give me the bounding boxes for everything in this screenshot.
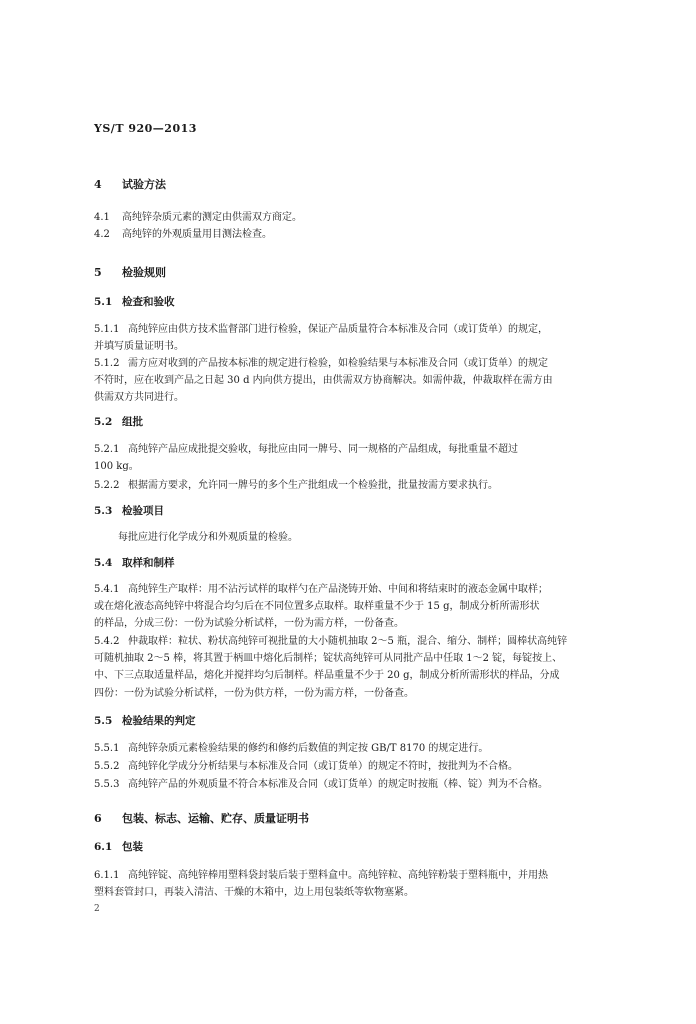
clause-5-1-1-line-2: 并填写质量证明书。 [94, 341, 184, 352]
subsection-number: 5.1 [94, 296, 113, 308]
clause-text: 高纯锌化学成分分析结果与本标准及合同（或订货单）的规定不符时，按批判为不合格。 [128, 761, 518, 772]
clause-text: 高纯锌杂质元素的测定由供需双方商定。 [122, 212, 302, 223]
clause-5-5-3 [94, 775, 548, 790]
section-title: 试验方法 [122, 178, 166, 191]
clause-5-2-1-line-1 [94, 440, 518, 455]
subsection-number: 5.4 [94, 557, 113, 569]
clause-number: 5.1.1 [94, 324, 120, 335]
clause-text: 根据需方要求，允许同一牌号的多个生产批组成一个检验批，批量按需方要求执行。 [128, 480, 498, 491]
clause-6-1-1-line-1 [94, 866, 548, 881]
clause-number: 5.4.2 [94, 636, 120, 647]
clause-number: 5.5.3 [94, 779, 120, 790]
clause-number: 4.1 [94, 212, 110, 223]
section-title: 检验规则 [122, 266, 166, 279]
subsection-number: 6.1 [94, 841, 113, 853]
clause-4-2 [94, 225, 272, 240]
clause-6-1-1-line-2: 塑料套管封口，再装入清洁、干燥的木箱中，边上用包装纸等软物塞紧。 [94, 887, 414, 898]
section-number: 5 [94, 266, 102, 279]
clause-number: 6.1.1 [94, 870, 120, 881]
subsection-title: 检验结果的判定 [122, 715, 196, 727]
clause-number: 4.2 [94, 229, 110, 240]
section-5-heading [94, 264, 166, 280]
subsection-title: 组批 [122, 416, 143, 428]
clause-number: 5.5.2 [94, 761, 120, 772]
section-6-heading [94, 810, 309, 826]
clause-5-4-2-line-1 [94, 632, 567, 647]
clause-text: 高纯锌锭、高纯锌棒用塑料袋封装后装于塑料盒中。高纯锌粒、高纯锌粉装于塑料瓶中，并用热 [128, 870, 548, 881]
clause-text: 高纯锌的外观质量用目测法检查。 [122, 229, 272, 240]
subsection-6-1-heading [94, 839, 143, 854]
clause-text: 仲裁取样：粒状、粉状高纯锌可视批量的大小随机抽取 2～5 瓶，混合、缩分、制样；圆棒状高纯锌 [128, 636, 568, 647]
clause-5-2-2 [94, 476, 498, 491]
clause-5-4-1-line-3: 的样品，分成三份：一份为试验分析试样，一份为需方样，一份备查。 [94, 618, 404, 629]
clause-5-4-2-line-2: 可随机抽取 2～5 棒，将其置于柄皿中熔化后制样；锭状高纯锌可从同批产品中任取 1～2 锭，每锭按上、 [94, 653, 563, 664]
subsection-title: 检验项目 [122, 505, 164, 517]
clause-5-4-1-line-1 [94, 580, 548, 595]
subsection-number: 5.5 [94, 715, 113, 727]
clause-5-4-2-line-4: 四份：一份为试验分析试样，一份为供方样，一份为需方样，一份备查。 [94, 688, 414, 699]
clause-5-4-1-line-2: 或在熔化液态高纯锌中将混合均匀后在不同位置多点取样。取样重量不少于 15 g，制成分析所需形状 [94, 601, 540, 612]
clause-5-1-1-line-1 [94, 320, 548, 335]
clause-5-1-2-line-2: 不符时，应在收到产品之日起 30 d 内向供方提出，由供需双方协商解决。如需仲裁，仲裁取样在需方由 [94, 375, 553, 386]
clause-4-1 [94, 208, 302, 223]
clause-5-4-2-line-3: 中、下三点取适量样品，熔化并搅拌均匀后制样。样品重量不少于 20 g，制成分析所需形状的样品，分成 [94, 670, 560, 681]
clause-text: 高纯锌生产取样：用不沾污试样的取样勺在产品浇铸开始、中间和将结束时的液态金属中取样； [128, 584, 548, 595]
clause-text: 需方应对收到的产品按本标准的规定进行检验，如检验结果与本标准及合同（或订货单）的规定 [128, 358, 548, 369]
clause-number: 5.1.2 [94, 358, 120, 369]
subsection-5-3-heading [94, 503, 164, 518]
subsection-title: 检查和验收 [122, 296, 175, 308]
page-number: 2 [94, 904, 100, 914]
subsection-number: 5.2 [94, 416, 113, 428]
clause-text: 高纯锌产品应成批提交验收，每批应由同一牌号、同一规格的产品组成，每批重量不超过 [128, 444, 518, 455]
clause-5-2-1-line-2: 100 kg。 [94, 461, 139, 472]
subsection-5-2-heading [94, 414, 143, 429]
clause-number: 5.5.1 [94, 743, 120, 754]
clause-5-1-2-line-1 [94, 354, 548, 369]
clause-text: 高纯锌应由供方技术监督部门进行检验，保证产品质量符合本标准及合同（或订货单）的规定， [128, 324, 548, 335]
clause-5-5-2 [94, 757, 518, 772]
standard-number: YS/T 920—2013 [94, 122, 197, 135]
subsection-title: 取样和制样 [122, 557, 175, 569]
clause-text: 高纯锌产品的外观质量不符合本标准及合同（或订货单）的规定时按瓶（棒、锭）判为不合格。 [128, 779, 548, 790]
section-number: 6 [94, 812, 102, 825]
subsection-title: 包装 [122, 841, 143, 853]
section-number: 4 [94, 178, 102, 191]
clause-number: 5.4.1 [94, 584, 120, 595]
subsection-5-4-heading [94, 555, 175, 570]
section-4-heading [94, 176, 166, 192]
clause-number: 5.2.1 [94, 444, 120, 455]
subsection-5-1-heading [94, 294, 175, 309]
clause-5-1-2-line-3: 供需双方共同进行。 [94, 392, 184, 403]
clause-text: 高纯锌杂质元素检验结果的修约和修约后数值的判定按 GB/T 8170 的规定进行。 [128, 743, 489, 754]
clause-5-5-1 [94, 739, 488, 754]
subsection-number: 5.3 [94, 505, 113, 517]
clause-5-3-text: 每批应进行化学成分和外观质量的检验。 [118, 532, 298, 543]
clause-number: 5.2.2 [94, 480, 120, 491]
section-title: 包装、标志、运输、贮存、质量证明书 [122, 812, 309, 825]
subsection-5-5-heading [94, 713, 196, 728]
